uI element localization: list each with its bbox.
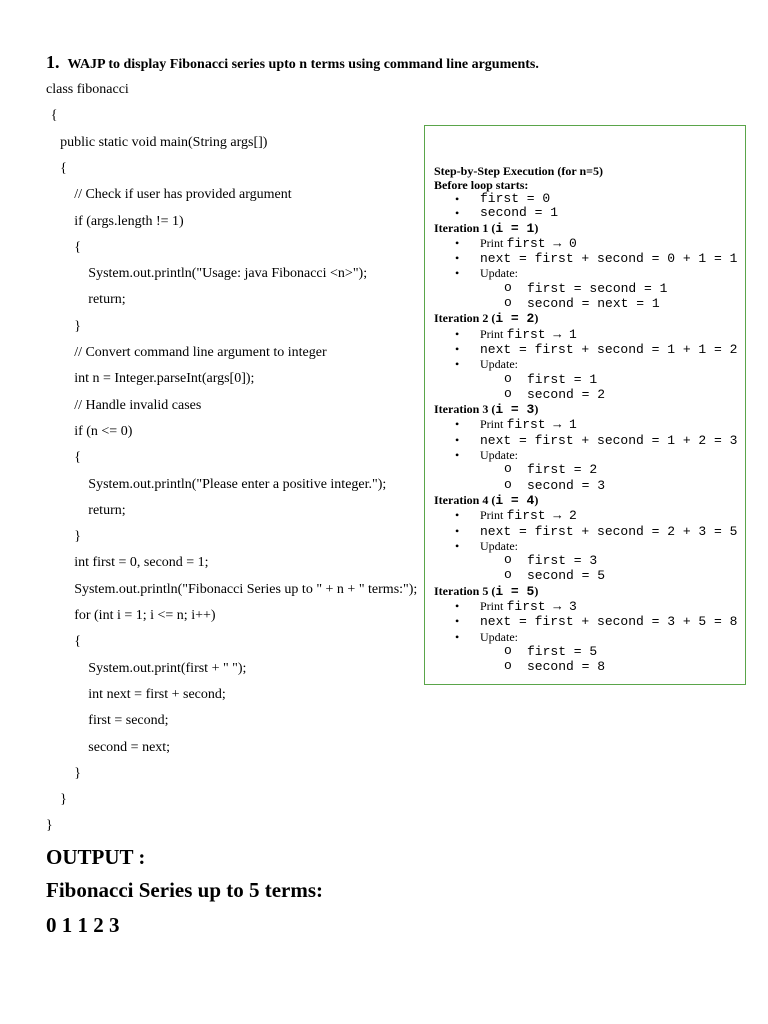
update-label: Update: bbox=[480, 357, 518, 372]
code-line: class fibonacci bbox=[46, 82, 129, 97]
iteration-var: i = 5 bbox=[495, 583, 535, 599]
update-label: Update: bbox=[480, 448, 518, 463]
code-line: { bbox=[60, 160, 67, 176]
iteration-title bbox=[434, 402, 744, 417]
sub-bullet-item bbox=[434, 296, 744, 311]
code-line: public static void main(String args[]) bbox=[60, 134, 268, 150]
step-execution-content bbox=[434, 164, 744, 675]
code-line: for (int i = 1; i <= n; i++) bbox=[74, 608, 216, 623]
bullet-item bbox=[434, 539, 744, 553]
code-line: } bbox=[46, 818, 53, 834]
update-label: Update: bbox=[480, 538, 518, 553]
print-value: first → 0 bbox=[506, 235, 577, 251]
code-line: if (n <= 0) bbox=[74, 423, 133, 439]
code-line: int first = 0, second = 1; bbox=[74, 555, 209, 571]
code-line: System.out.println("Fibonacci Series up to " + n + " terms:"); bbox=[74, 581, 418, 597]
next-computation: next = first + second = 1 + 2 = 3 bbox=[480, 432, 738, 448]
sub-bullet-item bbox=[434, 659, 744, 674]
update-value: second = 5 bbox=[527, 568, 606, 584]
code-line: int next = first + second; bbox=[88, 686, 226, 702]
iteration-close: ) bbox=[534, 402, 539, 417]
sub-bullet-item bbox=[434, 281, 744, 296]
sub-bullet-item bbox=[434, 462, 744, 477]
update-value: first = second = 1 bbox=[527, 280, 668, 296]
code-line: return; bbox=[88, 502, 126, 518]
print-label: Print bbox=[480, 235, 504, 250]
bullet-code: second = 1 bbox=[480, 205, 559, 221]
bullet-item bbox=[434, 524, 744, 539]
print-value: first → 1 bbox=[506, 417, 577, 433]
code-line: { bbox=[74, 450, 81, 466]
iteration-title bbox=[434, 311, 744, 326]
print-value: first → 2 bbox=[506, 508, 577, 524]
before-loop-title: Before loop starts: bbox=[434, 178, 529, 192]
iteration-title bbox=[434, 584, 744, 599]
bullet-item bbox=[434, 206, 744, 220]
bullet-item bbox=[434, 251, 744, 266]
print-label: Print bbox=[480, 326, 504, 341]
update-value: first = 5 bbox=[527, 643, 598, 659]
bullet-item bbox=[434, 614, 744, 629]
sub-bullet-item bbox=[434, 372, 744, 387]
code-line: // Handle invalid cases bbox=[74, 397, 202, 413]
update-value: second = 3 bbox=[527, 477, 606, 493]
question-text: WAJP to display Fibonacci series upto n terms using command line arguments. bbox=[67, 57, 539, 72]
print-label: Print bbox=[480, 508, 504, 523]
print-label: Print bbox=[480, 417, 504, 432]
bullet-item bbox=[434, 508, 744, 523]
code-line: } bbox=[60, 792, 67, 808]
next-computation: next = first + second = 2 + 3 = 5 bbox=[480, 523, 738, 539]
bullet-item bbox=[434, 236, 744, 251]
code-line: second = next; bbox=[88, 739, 171, 755]
code-line: return; bbox=[88, 292, 126, 308]
iteration-close: ) bbox=[534, 311, 539, 326]
question-number: 1. bbox=[46, 52, 60, 72]
steps-title: Step-by-Step Execution (for n=5) bbox=[434, 164, 603, 178]
bullet-item bbox=[434, 192, 744, 206]
next-computation: next = first + second = 3 + 5 = 8 bbox=[480, 614, 738, 630]
code-line: first = second; bbox=[88, 713, 169, 729]
code-line: } bbox=[74, 529, 81, 545]
question-heading bbox=[46, 52, 539, 73]
iteration-var: i = 1 bbox=[495, 220, 535, 236]
code-line: System.out.println("Please enter a positive integer."); bbox=[88, 476, 387, 492]
code-line: { bbox=[74, 634, 81, 650]
print-label: Print bbox=[480, 599, 504, 614]
code-line: } bbox=[74, 318, 81, 334]
bullet-item bbox=[434, 266, 744, 280]
update-label: Update: bbox=[480, 629, 518, 644]
iteration-label: Iteration 5 ( bbox=[434, 583, 496, 598]
iteration-label: Iteration 4 ( bbox=[434, 492, 496, 507]
bullet-item bbox=[434, 357, 744, 371]
step-execution-box bbox=[424, 125, 746, 685]
code-line: { bbox=[50, 108, 58, 124]
next-computation: next = first + second = 0 + 1 = 1 bbox=[480, 251, 738, 267]
output-series-title: Fibonacci Series up to 5 terms: bbox=[46, 878, 324, 902]
bullet-item bbox=[434, 327, 744, 342]
code-line: System.out.println("Usage: java Fibonacci <n>"); bbox=[88, 266, 368, 282]
next-computation: next = first + second = 1 + 1 = 2 bbox=[480, 341, 738, 357]
bullet-item bbox=[434, 448, 744, 462]
code-line: } bbox=[74, 765, 81, 781]
sub-bullet-item bbox=[434, 478, 744, 493]
iteration-close: ) bbox=[534, 583, 539, 598]
iteration-title bbox=[434, 493, 744, 508]
update-value: second = next = 1 bbox=[527, 296, 660, 312]
bullet-item bbox=[434, 342, 744, 357]
sub-bullet-item bbox=[434, 553, 744, 568]
print-value: first → 3 bbox=[506, 599, 577, 615]
update-label: Update: bbox=[480, 266, 518, 281]
code-line: int n = Integer.parseInt(args[0]); bbox=[74, 371, 255, 387]
iteration-label: Iteration 2 ( bbox=[434, 311, 496, 326]
iteration-var: i = 3 bbox=[495, 402, 535, 418]
bullet-item bbox=[434, 630, 744, 644]
print-value: first → 1 bbox=[506, 326, 577, 342]
update-value: first = 2 bbox=[527, 462, 598, 478]
code-line: System.out.print(first + " "); bbox=[88, 660, 247, 676]
output-label: OUTPUT : bbox=[46, 845, 146, 869]
code-line: if (args.length != 1) bbox=[74, 213, 184, 229]
iteration-close: ) bbox=[534, 492, 539, 507]
code-line: { bbox=[74, 239, 81, 255]
iteration-close: ) bbox=[534, 220, 539, 235]
iteration-var: i = 4 bbox=[495, 492, 535, 508]
iteration-label: Iteration 1 ( bbox=[434, 220, 496, 235]
update-value: second = 8 bbox=[527, 659, 606, 675]
output-series-values: 0 1 1 2 3 bbox=[46, 913, 120, 937]
bullet-item bbox=[434, 417, 744, 432]
update-value: first = 1 bbox=[527, 371, 598, 387]
iteration-var: i = 2 bbox=[495, 311, 535, 327]
sub-bullet-item bbox=[434, 568, 744, 583]
sub-bullet-item bbox=[434, 644, 744, 659]
code-line: // Convert command line argument to integer bbox=[74, 345, 327, 360]
bullet-item bbox=[434, 599, 744, 614]
iteration-title bbox=[434, 221, 744, 236]
iteration-label: Iteration 3 ( bbox=[434, 402, 496, 417]
update-value: first = 3 bbox=[527, 553, 598, 569]
code-line: // Check if user has provided argument bbox=[74, 187, 292, 203]
bullet-code: first = 0 bbox=[480, 191, 551, 206]
bullet-item bbox=[434, 433, 744, 448]
update-value: second = 2 bbox=[527, 386, 606, 402]
sub-bullet-item bbox=[434, 387, 744, 402]
